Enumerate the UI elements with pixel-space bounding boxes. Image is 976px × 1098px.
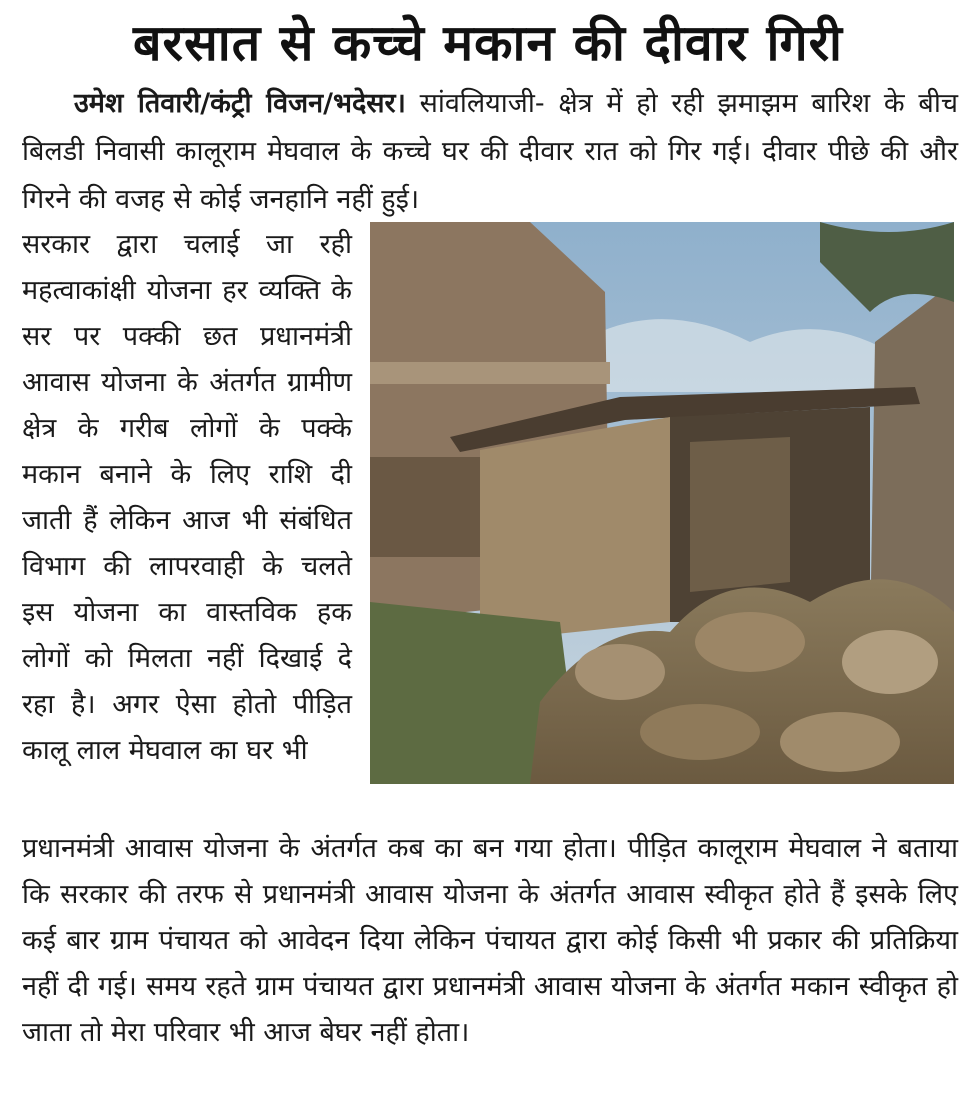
rubble-chunk — [695, 612, 805, 672]
byline: उमेश तिवारी/कंट्री विजन/भदेसर। — [74, 88, 406, 119]
rubble-chunk — [640, 704, 760, 760]
inner-wall — [690, 437, 790, 592]
collapsed-wall-photo — [370, 222, 954, 784]
headline: बरसात से कच्चे मकान की दीवार गिरी — [132, 14, 844, 72]
mud-wall — [480, 417, 670, 642]
side-column-text: सरकार द्वारा चलाई जा रही महत्वाकांक्षी योजना हर व्यक्ति के सर पर पक्की छत प्रधानमंत्री आवास योजना के अंतर्गत ग्रामीण क्षेत्र के गरीब लोगों के पक्के मकान बनाने के लिए राशि दी जाती हैं लेकिन आज भी संबंधित विभाग की लापरवाही के चलते इस योजना का वास्तविक हक लोगों को मिलता नहीं दिखाई दे रहा है। अगर ऐसा होतो पीड़ित कालू लाल मेघवाल का घर भी — [22, 229, 352, 766]
building-band — [370, 362, 610, 384]
photo-illustration — [370, 222, 954, 784]
building-window — [370, 457, 490, 557]
lead-paragraph — [22, 80, 958, 224]
rubble-chunk — [575, 644, 665, 700]
bottom-paragraph: प्रधानमंत्री आवास योजना के अंतर्गत कब का बन गया होता। पीड़ित कालूराम मेघवाल ने बताया कि सरकार की तरफ से प्रधानमंत्री आवास योजना के अंतर्गत आवास स्वीकृत होते हैं इसके लिए कई बार ग्राम पंचायत को आवेदन दिया लेकिन पंचायत द्वारा कोई किसी भी प्रकार की प्रतिक्रिया नहीं दी गई। समय रहते ग्राम पंचायत द्वारा प्रधानमंत्री आवास योजना के अंतर्गत मकान स्वीकृत हो जाता तो मेरा परिवार भी आज बेघर नहीं होता। — [22, 833, 958, 1048]
lead-text: सांवलियाजी- क्षेत्र में हो रही झमाझम बारिश के बीच बिलडी निवासी कालूराम मेघवाल के कच्चे घर की दीवार रात को गिर गई। दीवार पीछे की और गिरने की वजह से कोई जनहानि नहीं हुई। — [22, 88, 958, 215]
rubble-chunk — [842, 630, 938, 694]
rubble-chunk — [780, 712, 900, 772]
